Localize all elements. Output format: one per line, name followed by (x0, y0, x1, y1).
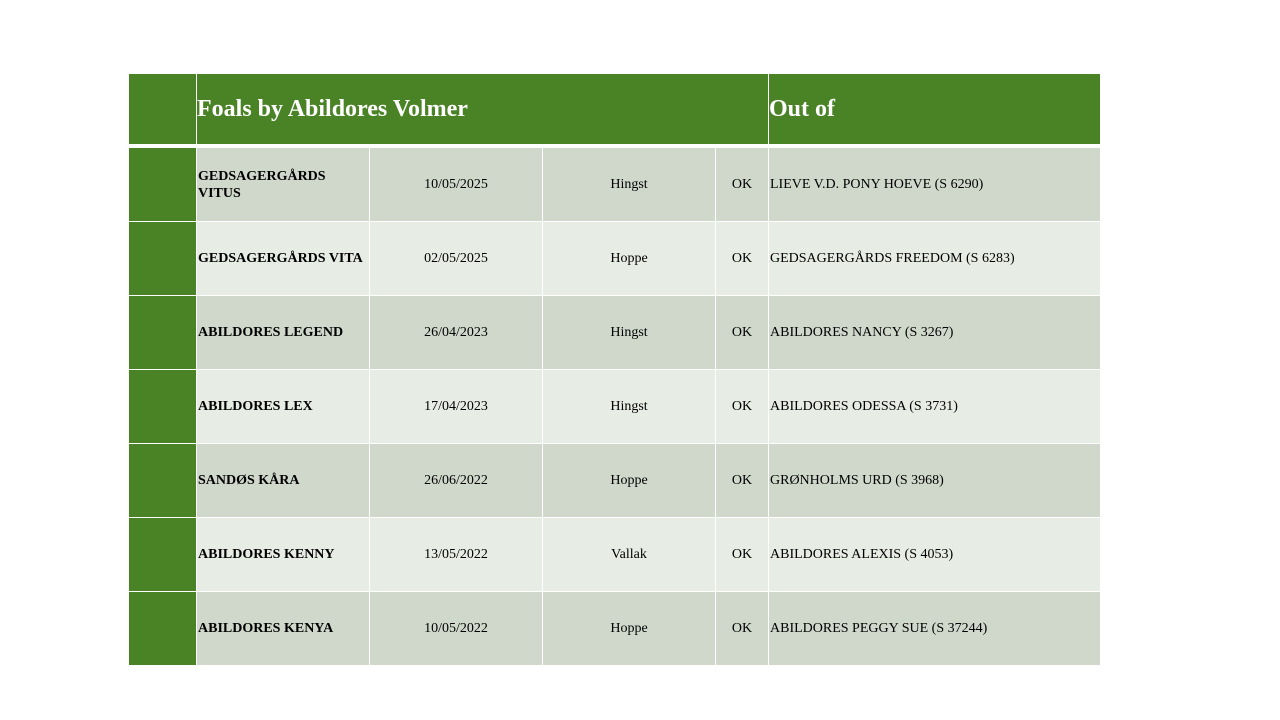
foal-date: 26/06/2022 (370, 444, 543, 518)
foal-name: SANDØS KÅRA (197, 444, 370, 518)
foal-date: 10/05/2022 (370, 592, 543, 666)
foal-sex: Vallak (543, 518, 716, 592)
table-row (129, 518, 1101, 592)
row-stub-cell (129, 296, 197, 370)
row-stub-cell (129, 146, 197, 222)
table-row (129, 370, 1101, 444)
foal-status: OK (716, 592, 769, 666)
foal-sex: Hingst (543, 296, 716, 370)
foal-status: OK (716, 518, 769, 592)
foal-date: 10/05/2025 (370, 146, 543, 222)
foal-status: OK (716, 146, 769, 222)
foal-name: ABILDORES LEGEND (197, 296, 370, 370)
foal-dam: GRØNHOLMS URD (S 3968) (769, 444, 1101, 518)
table-row (129, 592, 1101, 666)
row-stub-cell (129, 444, 197, 518)
foal-date: 13/05/2022 (370, 518, 543, 592)
foal-dam: ABILDORES PEGGY SUE (S 37244) (769, 592, 1101, 666)
foal-dam: GEDSAGERGÅRDS FREEDOM (S 6283) (769, 222, 1101, 296)
table-row (129, 444, 1101, 518)
foal-sex: Hingst (543, 146, 716, 222)
row-stub-cell (129, 222, 197, 296)
foal-date: 02/05/2025 (370, 222, 543, 296)
foal-sex: Hingst (543, 370, 716, 444)
foal-name: ABILDORES KENYA (197, 592, 370, 666)
table-header-row (129, 74, 1101, 147)
table-row (129, 296, 1101, 370)
header-stub-cell (129, 74, 197, 147)
row-stub-cell (129, 370, 197, 444)
foal-name: GEDSAGERGÅRDS VITA (197, 222, 370, 296)
row-stub-cell (129, 518, 197, 592)
foal-name: ABILDORES LEX (197, 370, 370, 444)
row-stub-cell (129, 592, 197, 666)
foal-status: OK (716, 370, 769, 444)
foal-sex: Hoppe (543, 222, 716, 296)
foal-name: GEDSAGERGÅRDS VITUS (197, 146, 370, 222)
foal-date: 26/04/2023 (370, 296, 543, 370)
foal-status: OK (716, 222, 769, 296)
foal-dam: ABILDORES ODESSA (S 3731) (769, 370, 1101, 444)
table-row (129, 222, 1101, 296)
foal-sex: Hoppe (543, 444, 716, 518)
foal-date: 17/04/2023 (370, 370, 543, 444)
foal-sex: Hoppe (543, 592, 716, 666)
table-title: Foals by Abildores Volmer (197, 74, 769, 147)
foal-name: ABILDORES KENNY (197, 518, 370, 592)
foal-dam: ABILDORES NANCY (S 3267) (769, 296, 1101, 370)
out-of-header: Out of (769, 74, 1101, 147)
foal-dam: LIEVE V.D. PONY HOEVE (S 6290) (769, 146, 1101, 222)
foal-dam: ABILDORES ALEXIS (S 4053) (769, 518, 1101, 592)
foal-status: OK (716, 444, 769, 518)
foal-status: OK (716, 296, 769, 370)
foals-table (128, 73, 1101, 666)
table-row (129, 146, 1101, 222)
